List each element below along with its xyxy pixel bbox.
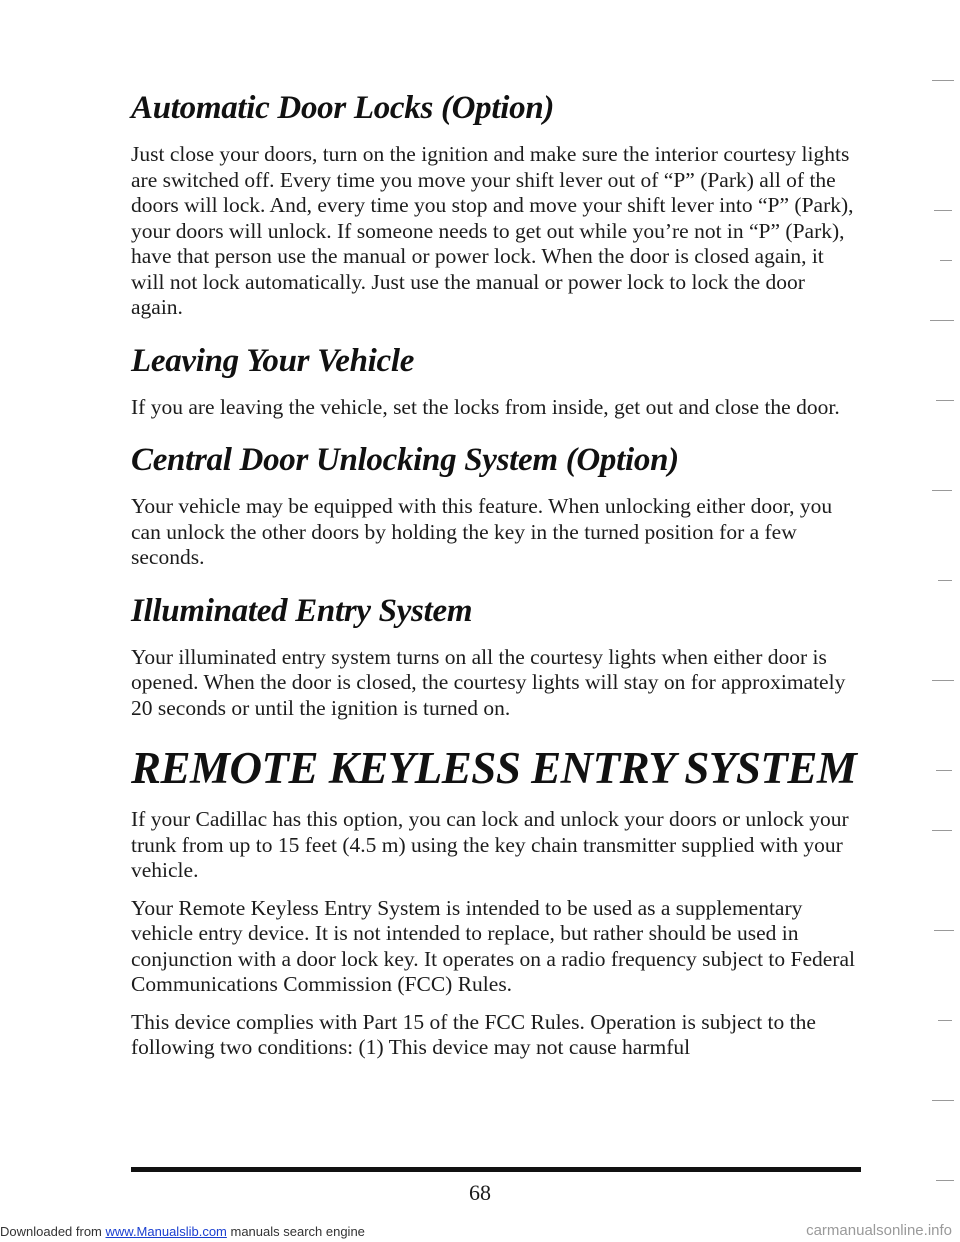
edge-mark: [934, 930, 954, 931]
section-paragraph: If you are leaving the vehicle, set the locks from inside, get out and close the door.: [131, 394, 840, 419]
page-edge-marks: [920, 0, 960, 1242]
main-heading: REMOTE KEYLESS ENTRY SYSTEM: [131, 743, 857, 793]
section-paragraph: Your illuminated entry system turns on all the courtesy lights when either door is opened. When the door is closed, the courtesy lights will stay on for approximately 20 seconds or until the ignition is turned on.: [131, 644, 846, 720]
edge-mark: [938, 580, 952, 581]
section-paragraph: Just close your doors, turn on the ignition and make sure the interior courtesy lights are switched off. Every time you move your shift lever out of “P” (Park) all of the doors will lock. And, every time you stop and move your shift lever into “P” (Park), your doors will unlock. If someone needs to get out while you’re not in “P” (Park), have that person use the manual or power lock. When the door is closed again, it will not lock automatically. Just use the manual or power lock to lock the door again.: [131, 142, 854, 319]
section-central-door-unlocking: [131, 440, 861, 571]
edge-mark: [938, 1020, 952, 1021]
section-illuminated-entry: [131, 591, 861, 722]
section-automatic-door-locks: [131, 88, 861, 321]
page-content: [131, 88, 861, 1081]
edge-mark: [940, 260, 952, 261]
edge-mark: [930, 320, 954, 321]
edge-mark: [936, 1180, 954, 1181]
edge-mark: [932, 830, 952, 831]
section-leaving-vehicle: [131, 341, 861, 421]
section-heading: Illuminated Entry System: [131, 592, 473, 629]
footer-rule: [131, 1167, 861, 1172]
section-heading: Central Door Unlocking System (Option): [131, 442, 679, 478]
download-prefix: Downloaded from: [0, 1224, 106, 1239]
section-paragraph: This device complies with Part 15 of the FCC Rules. Operation is subject to the following two conditions: (1) This device may not cause harmful: [131, 1009, 816, 1059]
edge-mark: [932, 1100, 954, 1101]
edge-mark: [932, 80, 954, 81]
download-attribution: [0, 1224, 365, 1239]
edge-mark: [934, 210, 952, 211]
section-paragraph: Your vehicle may be equipped with this feature. When unlocking either door, you can unlock the other doors by holding the key in the turned position for a few seconds.: [131, 494, 833, 569]
section-heading: Automatic Door Locks (Option): [131, 90, 555, 126]
section-paragraph: If your Cadillac has this option, you can lock and unlock your doors or unlock your trunk from up to 15 feet (4.5 m) using the key chain transmitter supplied with your vehicle.: [131, 807, 849, 882]
edge-mark: [932, 490, 952, 491]
section-remote-keyless-entry: [131, 741, 861, 1061]
edge-mark: [932, 680, 954, 681]
manualslib-link[interactable]: www.Manualslib.com: [105, 1224, 227, 1239]
download-suffix: manuals search engine: [226, 1224, 365, 1239]
page-number: 68: [469, 1180, 491, 1205]
edge-mark: [936, 400, 954, 401]
section-heading: Leaving Your Vehicle: [131, 342, 415, 379]
edge-mark: [936, 770, 952, 771]
section-paragraph: Your Remote Keyless Entry System is intended to be used as a supplementary vehicle entry device. It is not intended to replace, but rather should be used in conjunction with a door lock key. It operates on a radio frequency subject to Federal Communications Commission (FCC) Rules.: [131, 895, 855, 996]
site-watermark: carmanualsonline.info: [806, 1222, 952, 1239]
